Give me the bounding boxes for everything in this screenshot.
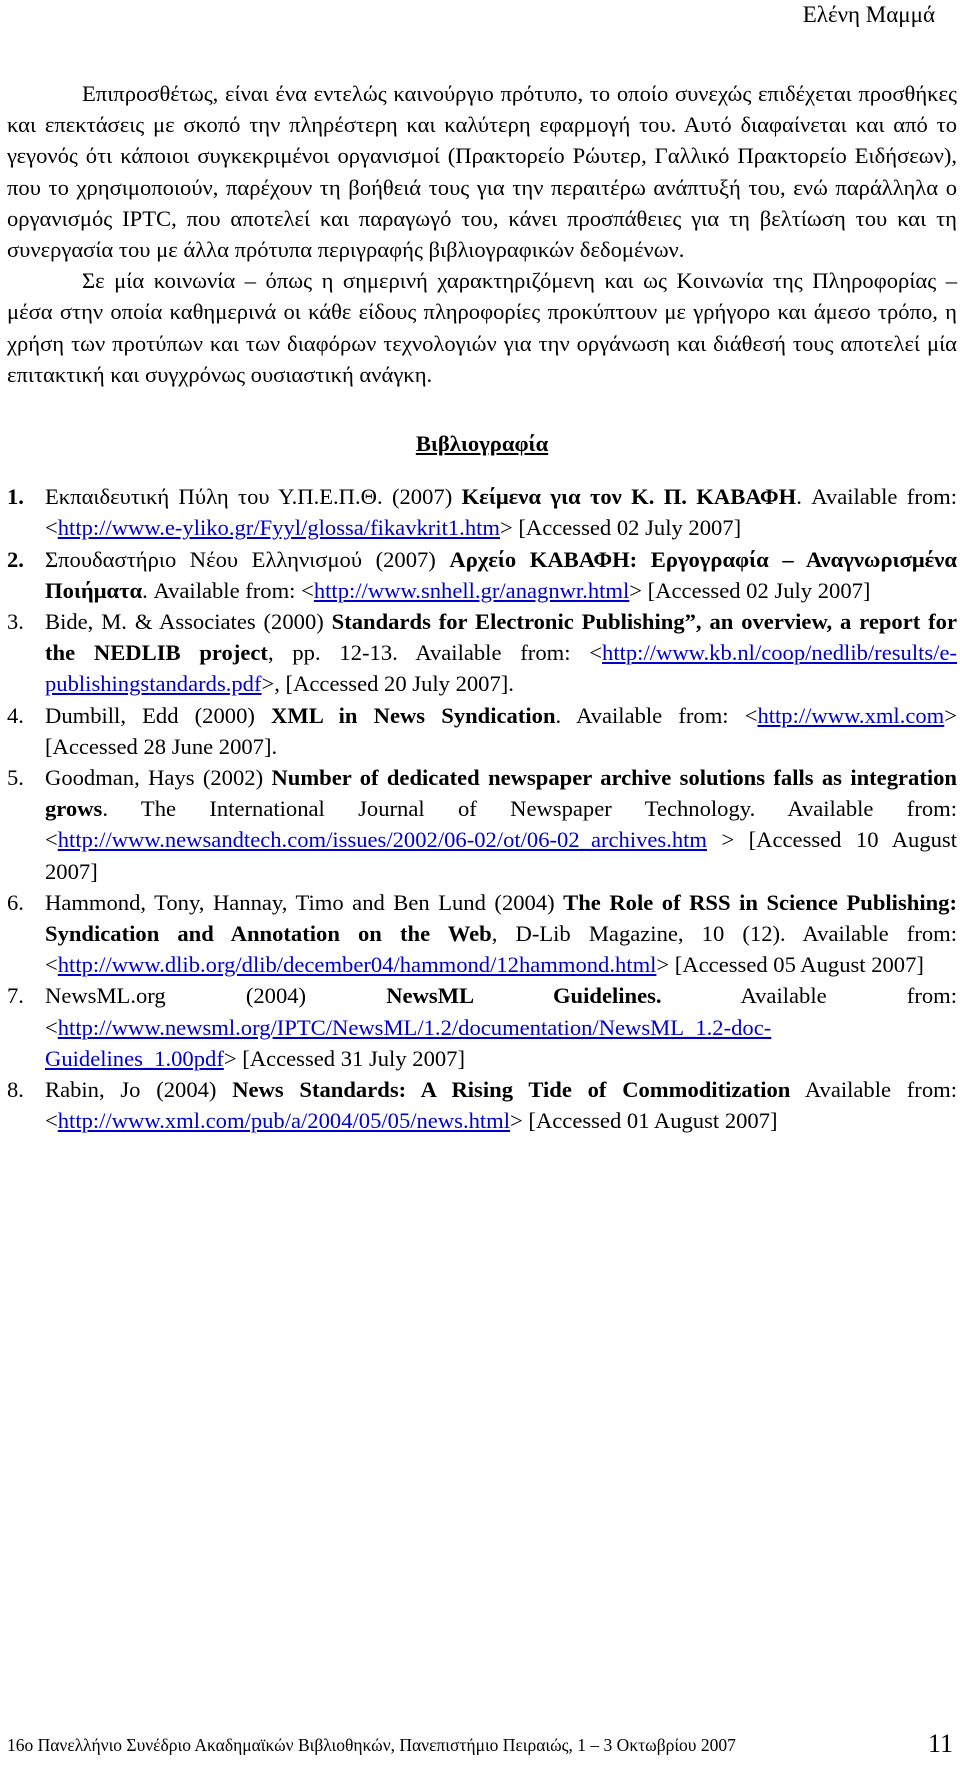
reference-link[interactable]: http://www.dlib.org/dlib/december04/hammond/12hammond.html bbox=[57, 952, 657, 978]
reference-author: Goodman, Hays (2002) bbox=[45, 765, 272, 791]
reference-number: 2. bbox=[7, 546, 24, 572]
reference-title: Standards for Electronic Publishing”, an overview, a report for the NEDLIB project bbox=[45, 609, 958, 666]
reference-number: 8. bbox=[7, 1077, 24, 1103]
reference-source: Available from: < bbox=[45, 1077, 957, 1134]
reference-title: Αρχείο ΚΑΒΑΦΗ: Εργογραφία – Αναγνωρισμένα Ποιήματα bbox=[45, 546, 957, 603]
reference-source: . Available from: < bbox=[45, 484, 957, 541]
reference-item bbox=[7, 544, 957, 606]
reference-link[interactable]: http://www.e-yliko.gr/Fyyl/glossa/fikavkrit1.htm bbox=[57, 515, 500, 541]
reference-author: Hammond, Tony, Hannay, Timo and Ben Lund (2004) bbox=[45, 889, 564, 915]
reference-item bbox=[7, 481, 957, 543]
reference-source: , pp. 12-13. Available from: < bbox=[267, 640, 603, 666]
reference-link[interactable]: http://www.newsandtech.com/issues/2002/06-02/ot/06-02_archives.htm bbox=[57, 827, 708, 853]
reference-author: Εκπαιδευτική Πύλη του Υ.Π.Ε.Π.Θ. (2007) bbox=[45, 484, 462, 510]
page-number: 11 bbox=[927, 1729, 953, 1758]
reference-accessed: > [Accessed 10 August 2007] bbox=[45, 827, 957, 884]
reference-item bbox=[7, 606, 957, 700]
reference-item bbox=[7, 980, 957, 1074]
reference-number: 3. bbox=[7, 609, 24, 635]
reference-link[interactable]: http://www.xml.com/pub/a/2004/05/05/news.html bbox=[57, 1108, 511, 1134]
reference-title: NewsML Guidelines. bbox=[386, 983, 662, 1009]
reference-accessed: > [Accessed 31 July 2007] bbox=[223, 1045, 465, 1071]
reference-accessed: >, [Accessed 20 July 2007]. bbox=[261, 671, 514, 697]
reference-number: 4. bbox=[7, 702, 24, 728]
reference-item bbox=[7, 887, 957, 981]
reference-author: Rabin, Jo (2004) bbox=[45, 1077, 233, 1103]
reference-accessed: > [Accessed 28 June 2007]. bbox=[45, 702, 958, 759]
reference-title: XML in News Syndication bbox=[271, 702, 556, 728]
reference-list bbox=[7, 481, 957, 1136]
reference-number: 1. bbox=[7, 484, 24, 510]
reference-accessed: > [Accessed 01 August 2007] bbox=[510, 1108, 778, 1134]
footer-conference: 16o Πανελλήνιο Συνέδριο Ακαδημαϊκών Βιβλιοθηκών, Πανεπιστήμιο Πειραιώς, 1 – 3 Οκτωβρίου 2007 bbox=[7, 1735, 736, 1755]
reference-item bbox=[7, 1074, 957, 1136]
reference-number: 7. bbox=[7, 983, 24, 1009]
reference-number: 6. bbox=[7, 889, 24, 915]
reference-link[interactable]: http://www.snhell.gr/anagnwr.html bbox=[313, 577, 630, 603]
reference-source: Available from: < bbox=[45, 983, 957, 1040]
reference-title: The Role of RSS in Science Publishing: Syndication and Annotation on the Web bbox=[45, 889, 957, 947]
reference-title: Κείμενα για τον Κ. Π. ΚΑΒΑΦΗ bbox=[461, 484, 797, 510]
reference-source: , D-Lib Magazine, 10 (12). Available from: < bbox=[45, 921, 957, 978]
reference-author: Bide, M. & Associates (2000) bbox=[45, 609, 332, 635]
reference-number: 5. bbox=[7, 765, 24, 791]
reference-author: Dumbill, Edd (2000) bbox=[45, 702, 272, 728]
reference-link[interactable]: http://www.newsml.org/IPTC/NewsML/1.2/documentation/NewsML_1.2-doc-Guidelines_1.00pdf bbox=[45, 1014, 772, 1071]
running-header-author: Ελένη Μαμμά bbox=[802, 2, 935, 27]
reference-title: Number of dedicated newspaper archive solutions falls as integration grows bbox=[45, 765, 957, 822]
reference-item bbox=[7, 700, 957, 762]
reference-source: . Available from: < bbox=[142, 577, 314, 603]
reference-accessed: > [Accessed 02 July 2007] bbox=[629, 577, 871, 603]
reference-accessed: > [Accessed 02 July 2007] bbox=[499, 515, 742, 541]
reference-item bbox=[7, 762, 957, 887]
reference-accessed: > [Accessed 05 August 2007] bbox=[656, 952, 924, 978]
reference-link[interactable]: http://www.xml.com bbox=[757, 702, 945, 728]
reference-title: News Standards: A Rising Tide of Commoditization bbox=[232, 1077, 791, 1103]
document-body bbox=[7, 78, 957, 1137]
bibliography-heading: Βιβλιογραφία bbox=[415, 431, 549, 457]
reference-link[interactable]: http://www.kb.nl/coop/nedlib/results/e-publishingstandards.pdf bbox=[45, 640, 957, 697]
paragraph: Σε μία κοινωνία – όπως η σημερινή χαρακτηριζόμενη και ως Κοινωνία της Πληροφορίας – μέσα στην οποία καθημερινά οι κάθε είδους πληροφορίες προκύπτουν με γρήγορο και άμεσο τρόπο, η χρήση των προτύπων και των διαφόρων τεχνολογιών για την οργάνωση και διάθεσή τους αποτελεί μία επιτακτική και συγχρόνως ουσιαστική ανάγκη. bbox=[7, 268, 957, 387]
paragraph: Επιπροσθέτως, είναι ένα εντελώς καινούργιο πρότυπο, το οποίο συνεχώς επιδέχεται προσθήκες και επεκτάσεις με σκοπό την πληρέστερη και καλύτερη εφαρμογή του. Αυτό διαφαίνεται και από το γεγονός ότι κάποιοι συγκεκριμένοι οργανισμοί (Πρακτορείο Ρώυτερ, Γαλλικό Πρακτορείο Ειδήσεων), που το χρησιμοποιούν, παρέχουν τη βοήθειά τους για την περαιτέρω ανάπτυξή του, ενώ παράλληλα ο οργανισμός IPTC, που αποτελεί και παραγωγό του, κάνει προσπάθειες για τη βελτίωση του και τη συνεργασία του με άλλα πρότυπα περιγραφής βιβλιογραφικών δεδομένων. bbox=[7, 81, 957, 263]
reference-author: Σπουδαστήριο Νέου Ελληνισμού (2007) bbox=[45, 546, 450, 572]
page-footer bbox=[7, 1729, 953, 1769]
reference-source: . Available from: < bbox=[555, 702, 758, 728]
reference-author: NewsML.org (2004) bbox=[45, 983, 387, 1009]
reference-source: . The International Journal of Newspaper Technology. Available from: < bbox=[45, 796, 957, 853]
